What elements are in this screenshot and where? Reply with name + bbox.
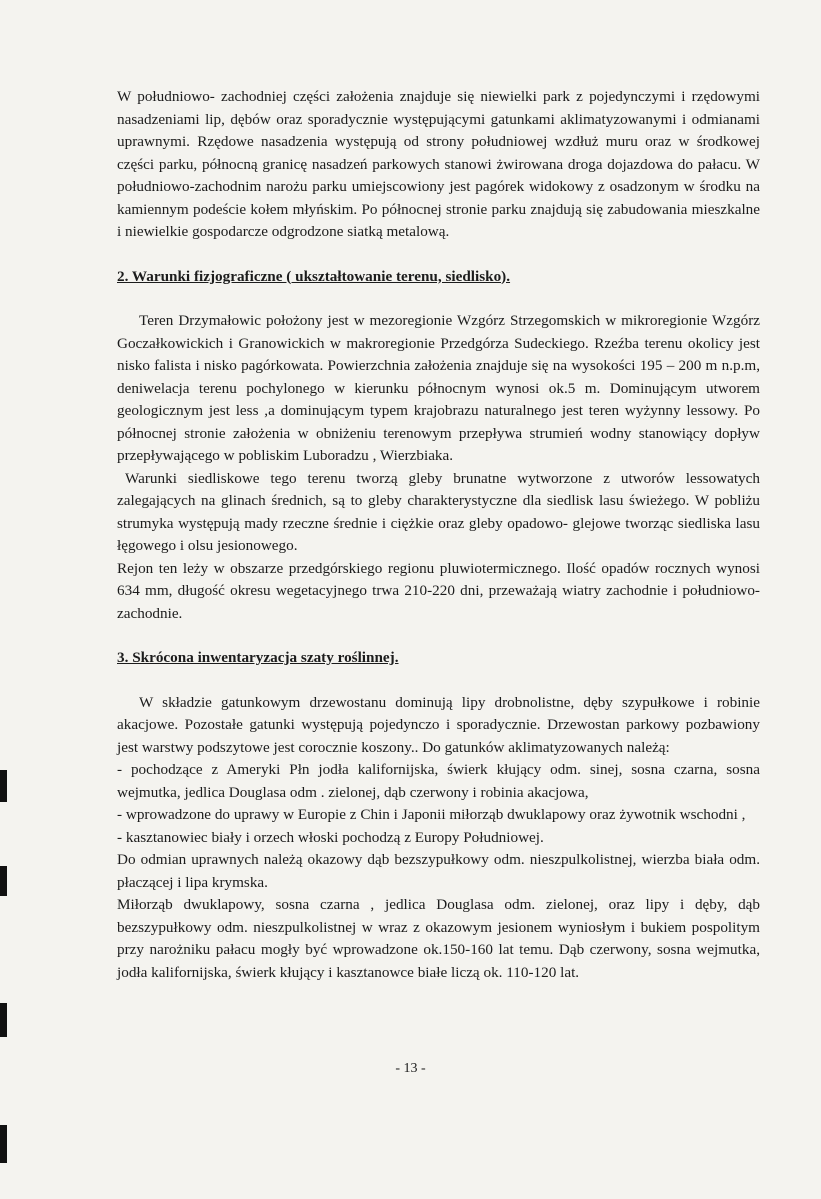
page-number: - 13 - <box>395 1061 426 1076</box>
species-list-item: - kasztanowiec biały i orzech włoski pochodzą z Europy Południowej. <box>117 828 544 846</box>
section-3-heading: 3. Skrócona inwentaryzacja szaty roślinnej. <box>117 649 399 666</box>
park-description-paragraph: W południowo- zachodniej części założenia znajduje się niewielki park z pojedynczymi i rzędowymi nasadzeniami lip, dębów oraz sporadycznie występującymi gatunkami aklimatyzowanymi i odmianami uprawnymi. Rzędowe nasadzenia występują od strony południowej wzdłuż muru oraz w środkowej części parku, północną granicę nasadzeń parkowych stanowi żwirowana droga dojazdowa do pałacu. W południowo-zachodnim narożu parku umiejscowiony jest pagórek widokowy z osadzonym w środku na kamiennym podeście kołem młyńskim. Po północnej stronie parku znajdują się zabudowania mieszkalne i niewielkie gospodarcze odgrodzone siatką metalową. <box>117 88 760 240</box>
climate-paragraph: Rejon ten leży w obszarze przedgórskiego regionu pluwiotermicznego. Ilość opadów rocznych wynosi 634 mm, długość okresu wegetacyjnego trwa 210-220 dni, przeważają wiatry zachodnie i południowo-zachodnie. <box>117 559 760 622</box>
cultivars-paragraph: Do odmian uprawnych należą okazowy dąb bezszypułkowy odm. nieszpulkolistnej, wierzba biała odm. płaczącej i lipa krymska. <box>117 851 760 891</box>
section-2-heading: 2. Warunki fizjograficzne ( ukształtowanie terenu, siedlisko). <box>117 267 511 285</box>
species-list-item: - wprowadzone do uprawy w Europie z Chin i Japonii miłorząb dwuklapowy oraz żywotnik wschodni , <box>117 806 746 823</box>
scan-mark <box>0 866 7 896</box>
tree-age-paragraph: Miłorząb dwuklapowy, sosna czarna , jedlica Douglasa odm. zielonej, oraz lipy i dęby, dąb bezszypułkowy odm. nieszpulkolistnej w wraz z okazowym jesionem wyniosłym i bukiem pospolitym przy narożniku pałacu mogły być wprowadzone ok.150-160 lat temu. Dąb czerwony, sosna wejmutka, jodła kalifornijska, świerk kłujący i kasztanowce białe liczą ok. 110-120 lat. <box>117 896 760 981</box>
document-body <box>117 86 760 984</box>
scan-mark <box>0 1003 7 1037</box>
species-composition-paragraph: W składzie gatunkowym drzewostanu dominują lipy drobnolistne, dęby szypułkowe i robinie akacjowe. Pozostałe gatunki występują pojedynczo i sporadycznie. Drzewostan parkowy pozbawiony jest warstwy podszytowe jest corocznie koszony.. Do gatunków aklimatyzowanych należą: <box>117 693 760 756</box>
scan-mark <box>0 770 7 802</box>
terrain-paragraph: Teren Drzymałowic położony jest w mezoregionie Wzgórz Strzegomskich w mikroregionie Wzgórz Goczałkowickich i Granowickich w makroregionie Przedgórza Sudeckiego. Rzeźba terenu okolicy jest nisko falista i nisko pagórkowata. Powierzchnia założenia znajduje się na wysokości 195 – 200 m n.p.m, deniwelacja terenu pochylonego w kierunku północnym wynosi ok.5 m. Dominującym utworem geologicznym jest less ,a dominującym typem krajobrazu naturalnego jest teren wyżynny lessowy. Po północnej stronie założenia w obniżeniu terenowym przepływa strumień wodny stanowiący dopływ przepływającego w pobliskim Luboradzu , Wierzbiaka. <box>117 312 760 464</box>
scan-mark <box>0 1125 7 1163</box>
species-list-item: - pochodzące z Ameryki Płn jodła kalifornijska, świerk kłujący odm. sinej, sosna czarna, sosna wejmutka, jedlica Douglasa odm . zielonej, dąb czerwony i robinia akacjowa, <box>117 761 760 801</box>
habitat-paragraph: Warunki siedliskowe tego terenu tworzą gleby brunatne wytworzone z utworów lessowatych zalegających na glinach średnich, są to gleby charakterystyczne dla siedlisk lasu świeżego. W pobliżu strumyka występują mady rzeczne średnie i ciężkie oraz gleby opadowo- glejowe tworząc siedliska lasu łęgowego i olsu jesionowego. <box>117 469 760 554</box>
